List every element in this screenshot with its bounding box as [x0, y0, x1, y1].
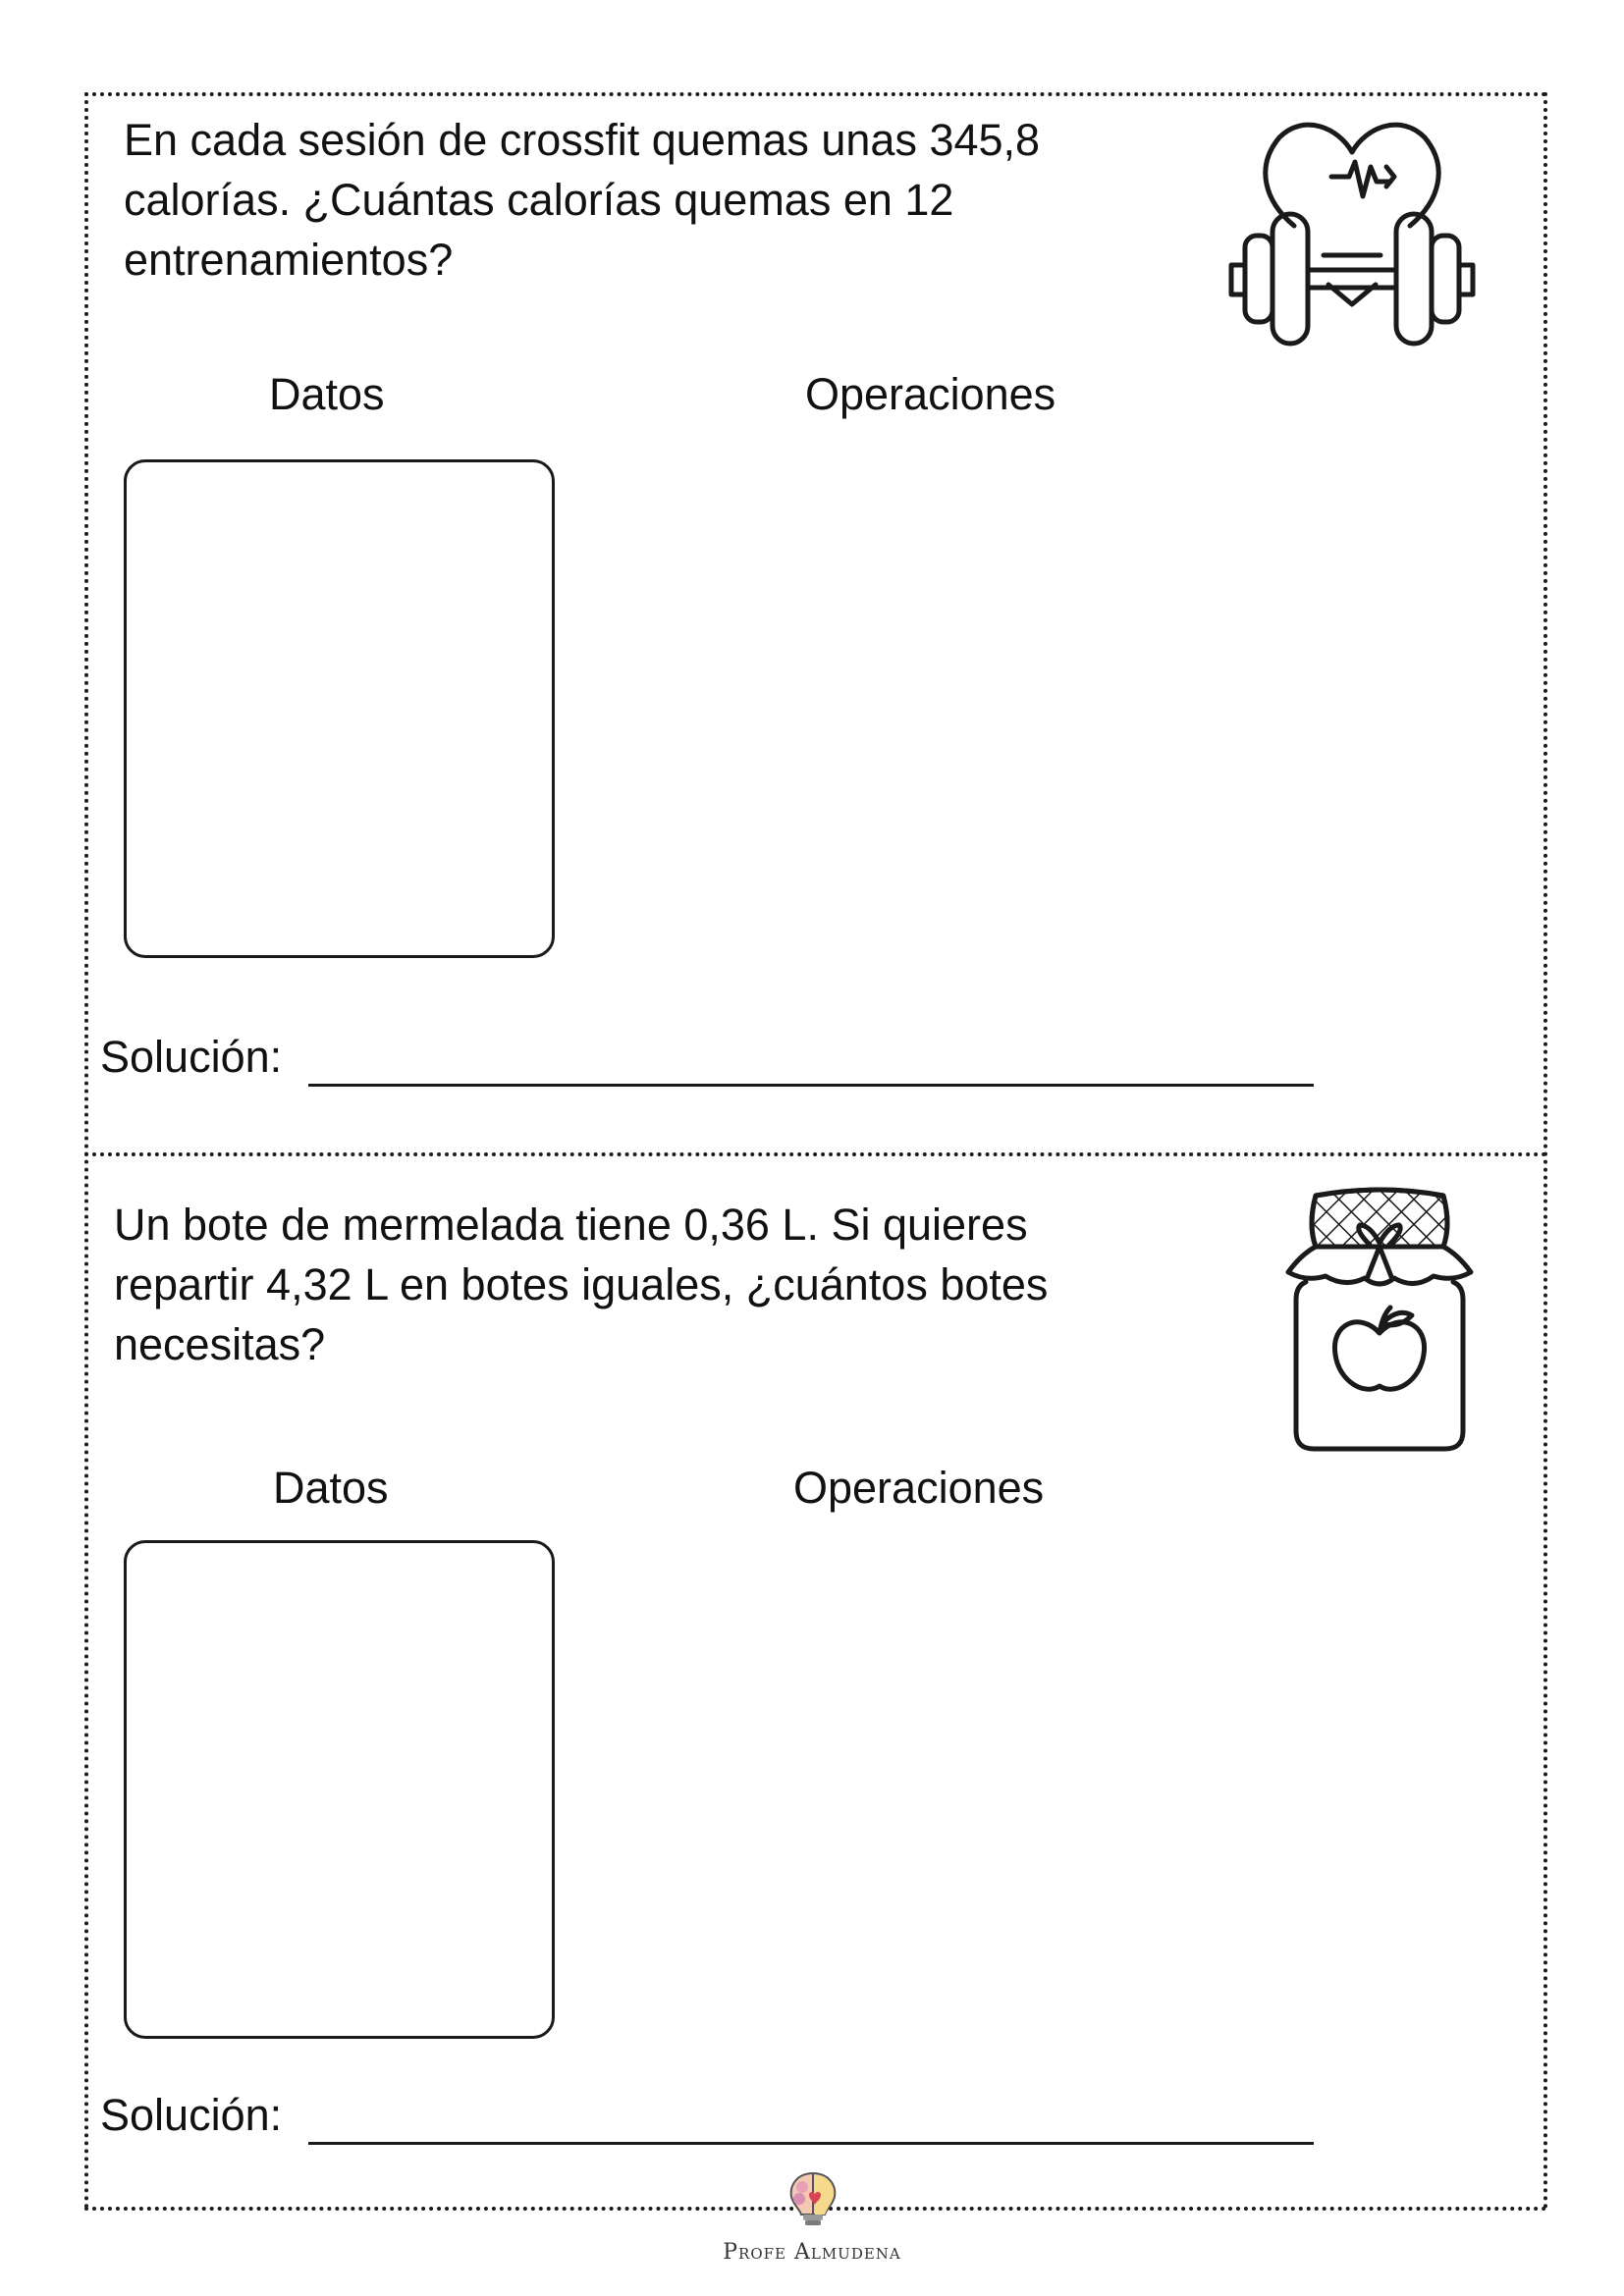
heart-dumbbell-icon	[1225, 108, 1479, 363]
solution-row	[100, 1031, 1318, 1090]
problem-1-question: En cada sesión de crossfit quemas unas 345,8 calorías. ¿Cuántas calorías quemas en 12 entrenamientos?	[124, 115, 1041, 285]
operations-area[interactable]	[668, 1531, 1218, 2022]
jam-jar-icon	[1276, 1186, 1483, 1453]
data-box[interactable]	[124, 459, 555, 958]
solution-label: Solución:	[100, 1032, 283, 1082]
solution-answer-line[interactable]	[308, 2142, 1314, 2145]
operations-label: Operaciones	[793, 1463, 1045, 1513]
solution-row	[100, 2089, 1318, 2148]
solution-label: Solución:	[100, 2090, 283, 2140]
solution-answer-line[interactable]	[308, 1084, 1314, 1087]
data-label: Datos	[269, 369, 385, 419]
problem-2-question: Un bote de mermelada tiene 0,36 L. Si quieres repartir 4,32 L en botes iguales, ¿cuántos botes necesitas?	[114, 1200, 1049, 1369]
lightbulb-brain-icon	[785, 2169, 840, 2228]
operations-label: Operaciones	[805, 369, 1056, 419]
footer-brand: Profe Almudena	[723, 2240, 901, 2265]
data-label: Datos	[273, 1463, 389, 1513]
data-box[interactable]	[124, 1540, 555, 2039]
operations-area[interactable]	[668, 442, 1218, 933]
section-divider	[84, 1152, 1547, 1156]
